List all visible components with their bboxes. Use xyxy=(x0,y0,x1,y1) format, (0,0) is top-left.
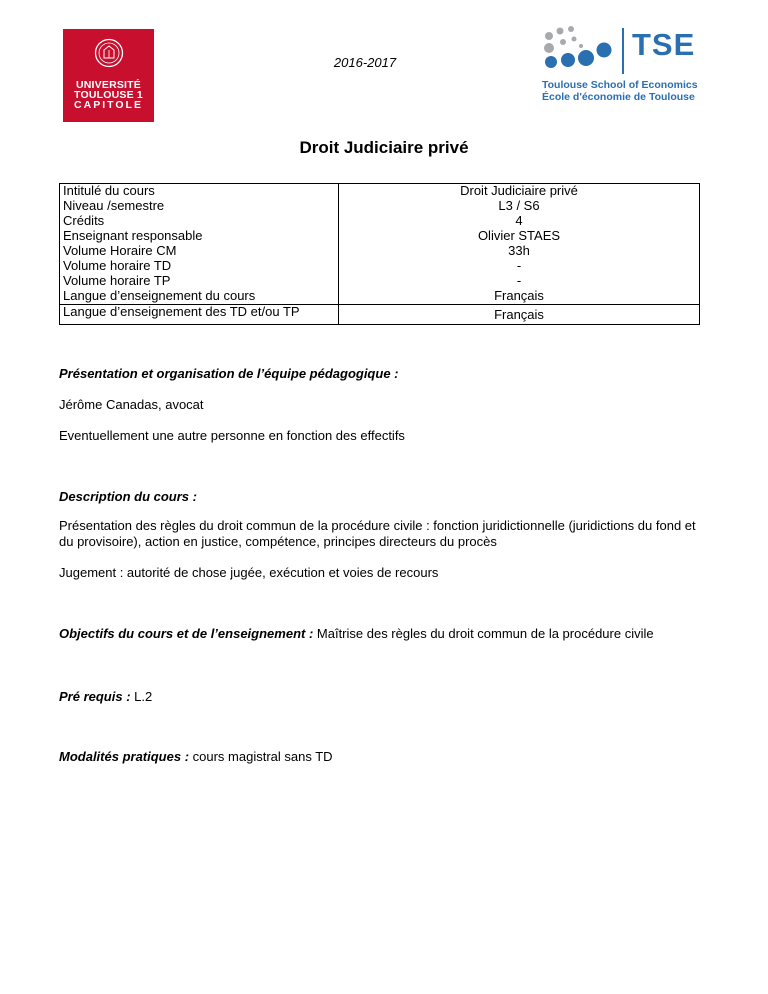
practical-heading: Modalités pratiques : xyxy=(59,749,190,764)
label-hours-td: Volume horaire TD xyxy=(63,258,172,273)
value-hours-tp: - xyxy=(516,273,522,288)
value-credits: 4 xyxy=(515,213,523,228)
label-hours-tp: Volume horaire TP xyxy=(63,273,171,288)
description-paragraph-1: Présentation des règles du droit commun de la procédure civile : fonction juridictionnelle (juridictions du fond et du provisoire), action en justice, compétence, principes directeurs du procès xyxy=(59,518,696,549)
university-name-line-3: CAPITOLE xyxy=(74,99,143,111)
label-level-semester: Niveau /semestre xyxy=(63,198,165,213)
presentation-line-2: Eventuellement une autre personne en fonction des effectifs xyxy=(59,428,405,443)
course-info-labels xyxy=(60,184,339,305)
label-teacher: Enseignant responsable xyxy=(63,228,203,243)
value-hours-cm: 33h xyxy=(508,243,530,258)
tse-logo xyxy=(540,22,720,104)
prerequisites-line xyxy=(59,689,709,705)
practical-line xyxy=(59,749,709,765)
label-td-tp-language: Langue d’enseignement des TD et/ou TP xyxy=(63,304,300,319)
tse-brand: TSE xyxy=(632,27,696,62)
prerequisites-heading: Pré requis : xyxy=(59,689,131,704)
tse-subtitle-fr: École d'économie de Toulouse xyxy=(542,91,695,103)
presentation-line-1: Jérôme Canadas, avocat xyxy=(59,397,204,412)
course-info-values xyxy=(339,184,700,305)
label-course-language: Langue d’enseignement du cours xyxy=(63,288,256,303)
value-teacher: Olivier STAES xyxy=(477,228,561,243)
objectives-text: Maîtrise des règles du droit commun de la procédure civile xyxy=(313,626,654,641)
value-course-language: Français xyxy=(494,288,544,303)
prerequisites-text: L.2 xyxy=(130,689,153,704)
university-logo xyxy=(63,29,154,122)
objectives-line xyxy=(59,626,709,642)
academic-year: 2016-2017 xyxy=(333,55,397,70)
practical-text: cours magistral sans TD xyxy=(189,749,333,764)
university-name-line-2: TOULOUSE 1 xyxy=(74,89,143,101)
label-hours-cm: Volume Horaire CM xyxy=(63,243,177,258)
value-course-name: Droit Judiciaire privé xyxy=(460,183,578,198)
table-row xyxy=(60,305,700,325)
table-row xyxy=(60,184,700,305)
university-seal-icon xyxy=(94,38,124,68)
tse-subtitle-en: Toulouse School of Economics xyxy=(542,79,698,91)
objectives-heading: Objectifs du cours et de l’enseignement : xyxy=(59,626,314,641)
description-paragraph-2: Jugement : autorité de chose jugée, exécution et voies de recours xyxy=(59,565,439,580)
label-course-name: Intitulé du cours xyxy=(63,183,155,198)
presentation-heading: Présentation et organisation de l’équipe pédagogique : xyxy=(59,366,399,381)
value-level-semester: L3 / S6 xyxy=(498,198,540,213)
tse-logo-divider xyxy=(622,28,624,74)
description-heading: Description du cours : xyxy=(59,489,197,504)
course-info-table xyxy=(59,183,700,325)
value-td-tp-language: Français xyxy=(494,307,544,322)
tse-dots-icon xyxy=(540,22,615,77)
value-hours-td: - xyxy=(516,258,522,273)
course-title: Droit Judiciaire privé xyxy=(299,138,469,157)
label-credits: Crédits xyxy=(63,213,105,228)
university-name-line-1: UNIVERSITÉ xyxy=(75,79,141,91)
